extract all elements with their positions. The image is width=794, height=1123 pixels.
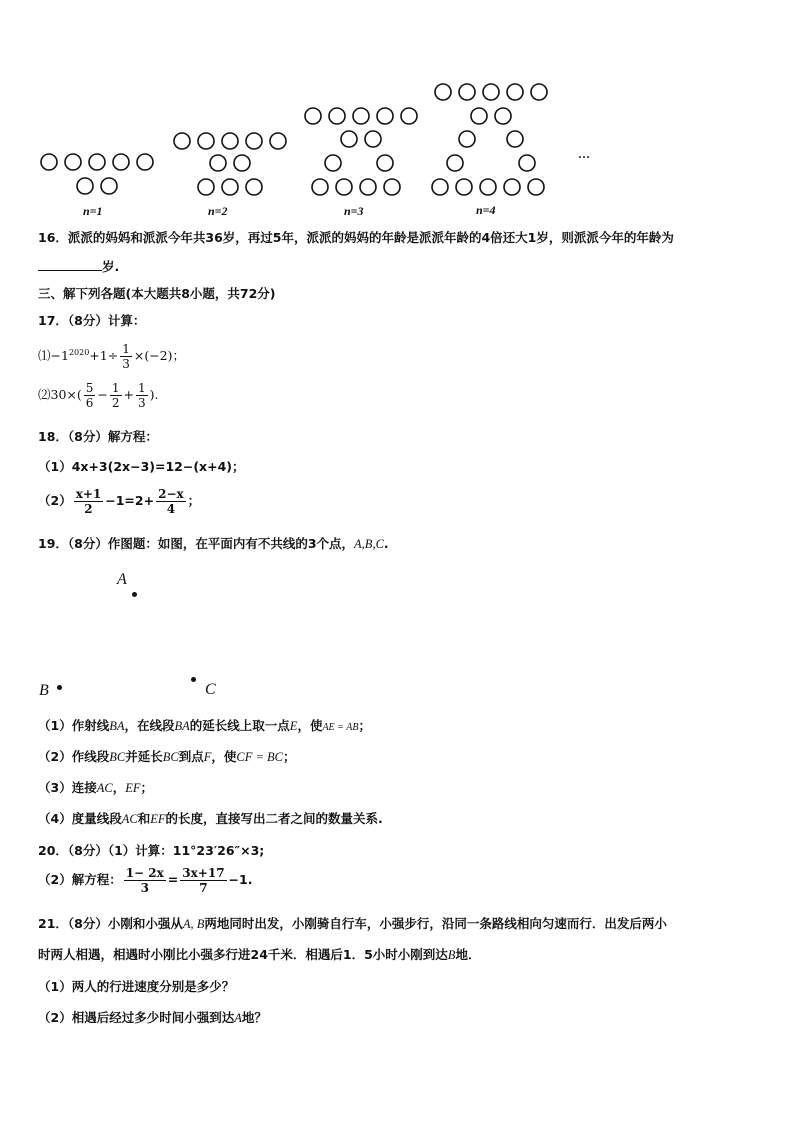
pattern-circle-n4 [459,131,475,147]
question-20-part-2: （2）解方程： $\frac{1- 2x}{3}$ = $\frac{3x+17}{7}$ −1. [38,866,253,895]
pattern-circle-n1 [101,178,117,194]
figure-label-n1: n=1 [83,204,103,218]
pattern-circle-n3 [341,131,357,147]
question-18-title: 18．（8分）解方程： [38,429,158,444]
pattern-circle-n2 [270,133,286,149]
pattern-circle-n2 [246,179,262,195]
figure-ellipsis: … [578,147,590,161]
question-21-part-1: （1）两人的行进速度分别是多少？ [38,979,235,994]
q19-points: A,B,C [354,537,384,551]
pattern-circle-n4 [483,84,499,100]
point-c-label: C [205,681,216,698]
pattern-circle-n4 [456,179,472,195]
q17-p1-exponent: 2020 [68,347,90,357]
circle-pattern-figure [0,0,794,220]
pattern-circle-n4 [480,179,496,195]
point-b-label: B [39,682,49,699]
q17-p2-fraction-3: $\frac{1}{3}$ [138,381,146,410]
question-19-step-4: （4）度量线段AC和EF的长度，直接写出二者之间的数量关系. [38,811,383,826]
pattern-circle-n3 [336,179,352,195]
question-16-answer-line [38,258,119,276]
q18-p2-fraction-2: $\frac{2-x}{4}$ [158,487,184,516]
pattern-circle-n2 [234,155,250,171]
figure-label-n3: n=3 [344,204,364,218]
question-19-title: 19．（8分）作图题：如图，在平面内有不共线的3个点，A,B,C. [38,536,389,551]
pattern-circle-n3 [329,108,345,124]
question-21-line-2: 时两人相遇，相遇时小刚比小强多行进24千米．相遇后1．5小时小刚到达B地． [38,947,481,962]
section-3-title: 三、解下列各题(本大题共8小题，共72分) [38,286,276,301]
pattern-circle-n3 [377,155,393,171]
pattern-circle-n3 [305,108,321,124]
pattern-circle-n3 [365,131,381,147]
pattern-circle-n2 [222,179,238,195]
pattern-circle-n2 [210,155,226,171]
pattern-circle-n2 [198,179,214,195]
q17-p1-fraction: $\frac{1}{3}$ [122,342,130,371]
point-b [57,685,62,690]
pattern-circle-n4 [507,131,523,147]
q16-tail: 岁. [102,259,120,274]
pattern-circle-n2 [198,133,214,149]
figure-label-n4: n=4 [476,203,496,217]
pattern-circle-n1 [113,154,129,170]
pattern-circle-n1 [77,178,93,194]
point-a-label: A [117,571,127,588]
question-21-part-2: （2）相遇后经过多少时间小强到达A地？ [38,1010,267,1025]
pattern-circle-n3 [360,179,376,195]
pattern-circle-n4 [528,179,544,195]
question-17-part-1 [38,342,185,371]
question-17-title: 17．（8分）计算： [38,313,146,328]
q17-p1-prefix: ⑴−1 [38,348,69,363]
q17-p1-tail: ×(−2)； [133,348,185,363]
pattern-circle-n4 [531,84,547,100]
question-19-step-2: （2）作线段BC并延长BC到点F，使CF = BC； [38,749,296,764]
pattern-circle-n2 [222,133,238,149]
pattern-circle-n1 [41,154,57,170]
question-20-part-1: 20．（8分）（1）计算：11°23′26″×3; [38,843,265,858]
pattern-circle-n4 [519,155,535,171]
pattern-circle-n1 [65,154,81,170]
pattern-circle-n4 [495,108,511,124]
pattern-circle-n2 [174,133,190,149]
question-18-part-2: （2） $\frac{x+1}{2}$ −1=2+ $\frac{2-x}{4}$ ； [38,487,201,516]
pattern-circle-n4 [504,179,520,195]
pattern-circle-n3 [401,108,417,124]
q17-p1-mid: +1÷ [89,348,119,363]
pattern-circle-n1 [89,154,105,170]
figure-label-n2: n=2 [208,204,228,218]
question-18-part-1: （1）4x+3(2x−3)=12−(x+4)； [38,459,245,474]
pattern-circle-n4 [432,179,448,195]
pattern-circle-n3 [384,179,400,195]
q20-fraction-1: $\frac{1- 2x}{3}$ [125,866,164,895]
pattern-circle-n3 [377,108,393,124]
question-19-step-1: （1）作射线BA，在线段BA的延长线上取一点E，使AE = AB； [38,718,371,733]
q17-p2-fraction-1: $\frac{5}{6}$ [85,381,94,410]
question-16 [38,229,674,247]
pattern-circle-n3 [312,179,328,195]
pattern-circle-n2 [246,133,262,149]
pattern-circle-n4 [471,108,487,124]
question-19-step-3: （3）连接AC，EF； [38,780,153,795]
pattern-circle-n4 [435,84,451,100]
pattern-circle-n4 [459,84,475,100]
question-21-line-1: 21．（8分）小刚和小强从A, B两地同时出发，小刚骑自行车，小强步行，沿同一条路线相向匀速而行．出发后两小 [38,916,667,931]
q16-answer-blank[interactable] [38,258,102,271]
q16-text: 16．派派的妈妈和派派今年共36岁，再过5年，派派的妈妈的年龄是派派年龄的4倍还大1岁，则派派今年的年龄为 [38,230,674,245]
point-a [132,592,137,597]
pattern-circle-n3 [325,155,341,171]
q20-fraction-2: $\frac{3x+17}{7}$ [182,866,225,895]
q18-p2-fraction-1: $\frac{x+1}{2}$ [75,487,102,516]
q17-p2-fraction-2: $\frac{1}{2}$ [111,381,120,410]
q17-p2-prefix: ⑵30×( [38,387,82,402]
pattern-circle-n3 [353,108,369,124]
pattern-circle-n4 [507,84,523,100]
question-17-part-2: ⑵30×( $\frac{5}{6}$ − $\frac{1}{2}$ + $\frac{1}{3}$ ). [38,381,159,410]
pattern-circle-n4 [447,155,463,171]
point-c [191,677,196,682]
pattern-circle-n1 [137,154,153,170]
